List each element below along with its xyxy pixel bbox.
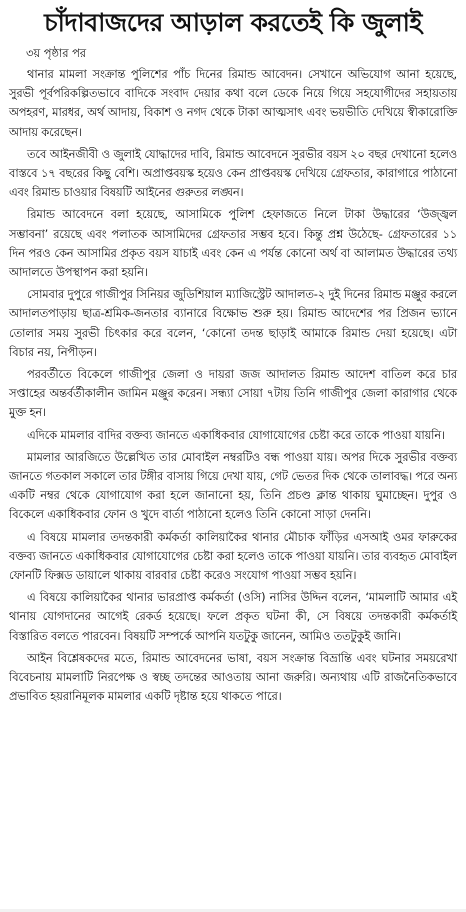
article-paragraph: মামলার আরজিতে উল্লেখিত তার মোবাইল নম্বরটিও বন্ধ পাওয়া যায়। অপর দিকে সুরভীর বক্তব্য জানতে গতকাল সকালে তার টঙ্গীর বাসায় গিয়ে দেখা যায়, গেট ভেতর দিক থেকে তালাবদ্ধ। পরে অন্য একটি নম্বর থেকে যোগাযোগ করা হলে জানানো হয়, তিনি প্রচণ্ড ক্লান্ত থাকায় ঘুমাচ্ছেন। দুপুর ও বিকেলে একাধিকবার ফোন ও খুদে বার্তা পাঠানো হলেও তিনি কোনো সাড়া দেননি। bbox=[9, 449, 457, 522]
article-paragraph: এ বিষয়ে কালিয়াকৈর থানার ভারপ্রাপ্ত কর্মকর্তা (ওসি) নাসির উদ্দিন বলেন, ‘মামলাটি আমার এই থানায় যোগদানের আগেই রেকর্ড হয়েছে। ফলে প্রকৃত ঘটনা কী, সে বিষয়ে তদন্তকারী কর্মকর্তাই বিস্তারিত বলতে পারবেন। বিষয়টি সম্পর্কে আপনি যতটুকু জানেন, আমিও ততটুকুই জানি। bbox=[9, 590, 457, 643]
continuation-note: ৩য় পৃষ্ঠার পর bbox=[26, 46, 87, 60]
article-headline: চাঁদাবাজদের আড়াল করতেই কি জুলাই bbox=[44, 8, 422, 37]
article-paragraph: এদিকে মামলার বাদির বক্তব্য জানতে একাধিকবার যোগাযোগের চেষ্টা করে তাকে পাওয়া যায়নি। bbox=[27, 427, 445, 442]
article-paragraph: সোমবার দুপুরে গাজীপুর সিনিয়র জুডিশিয়াল ম্যাজিস্ট্রেট আদালত-২ দুই দিনের রিমান্ড মঞ্জুর করলে আদালতপাড়ায় ছাত্র-শ্রমিক-জনতার ব্যানারে বিক্ষোভ শুরু হয়। রিমান্ড আদেশের পর প্রিজন ভ্যানে তোলার সময় সুরভী চিৎকার করে বলেন, ‘কোনো তদন্ত ছাড়াই আমাকে রিমান্ড দেয়া হয়েছে। এটা বিচার নয়, নিপীড়ন। bbox=[9, 287, 457, 359]
article-paragraph: থানার মামলা সংক্রান্ত পুলিশের পাঁচ দিনের রিমান্ড আবেদন। সেখানে অভিযোগ আনা হয়েছে, সুরভী পূর্বপরিকল্পিতভাবে বাদিকে সংবাদ দেয়ার কথা বলে ডেকে নিয়ে গিয়ে সহযোগীদের সহায়তায় অপহরণ, মারধর, অর্থ আদায়, বিকাশ ও নগদ থেকে টাকা আত্মসাৎ এবং ভয়ভীতি দেখিয়ে স্বীকারোক্তি আদায় করেছেন। bbox=[9, 67, 457, 139]
article-paragraph: তবে আইনজীবী ও জুলাই যোদ্ধাদের দাবি, রিমান্ড আবেদনে সুরভীর বয়স ২০ বছর দেখানো হলেও বাস্তবে ১৭ বছরের কিছু বেশি। অপ্রাপ্তবয়স্ক হয়েও কেন প্রাপ্তবয়স্ক দেখিয়ে গ্রেফতার, কারাগারে পাঠানো এবং রিমান্ড চাওয়ার বিষয়টি আইনের গুরুতর লঙ্ঘন। bbox=[9, 146, 457, 200]
article-paragraph: আইন বিশ্লেষকদের মতে, রিমান্ড আবেদনের ভাষা, বয়স সংক্রান্ত বিভ্রান্তি এবং ঘটনার সময়রেখা বিবেচনায় মামলাটি নিরপেক্ষ ও স্বচ্ছ তদন্তের আওতায় আনা জরুরি। অন্যথায় এটি রাজনৈতিকভাবে প্রভাবিত হয়রানিমূলক মামলার একটি দৃষ্টান্ত হয়ে থাকতে পারে। bbox=[9, 650, 457, 704]
article-paragraph: রিমান্ড আবেদনে বলা হয়েছে, আসামিকে পুলিশ হেফাজতে নিলে টাকা উদ্ধারের ‘উজ্জ্বল সম্ভাবনা’ রয়েছে এবং পলাতক আসামিদের গ্রেফতার সম্ভব হবে। কিন্তু প্রশ্ন উঠেছে- গ্রেফতারের ১১ দিন পরও কেন আসামির প্রকৃত বয়স যাচাই এবং কেন এ পর্যন্ত কোনো অর্থ বা আলামত উদ্ধারের তথ্য আদালতে উপস্থাপন করা হয়নি। bbox=[9, 207, 457, 280]
article-paragraph: পরবর্তীতে বিকেলে গাজীপুর জেলা ও দায়রা জজ আদালত রিমান্ড আদেশ বাতিল করে চার সপ্তাহের অন্তর্বর্তীকালীন জামিন মঞ্জুর করেন। সন্ধ্যা সোয়া ৭টায় তিনি গাজীপুর জেলা কারাগার থেকে মুক্ত হন। bbox=[9, 367, 457, 420]
article-paragraph: এ বিষয়ে মামলার তদন্তকারী কর্মকর্তা কালিয়াকৈর থানার মৌচাক ফাঁড়ির এসআই ওমর ফারুকের বক্তব্য জানতে একাধিকবার যোগাযোগের চেষ্টা করা হলেও তাকে পাওয়া যায়নি। তার ব্যবহৃত মোবাইল ফোনটি ফিক্সড ডায়ালে থাকায় বারবার চেষ্টা করেও সংযোগ পাওয়া সম্ভব হয়নি। bbox=[9, 529, 457, 583]
